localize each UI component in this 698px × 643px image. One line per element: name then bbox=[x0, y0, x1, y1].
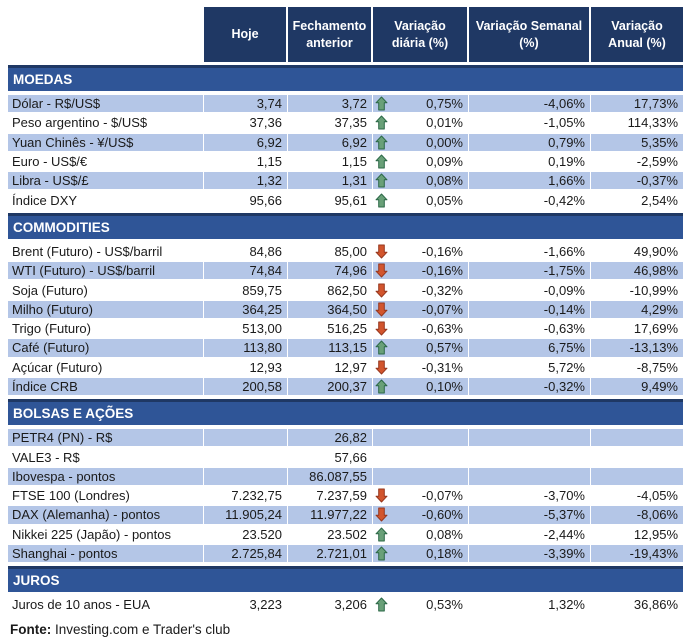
trend-up-arrow-icon bbox=[375, 596, 388, 613]
value-variacao-anual: 5,35% bbox=[591, 134, 683, 151]
value-fechamento-anterior: 113,15 bbox=[288, 339, 373, 356]
value-hoje bbox=[204, 468, 288, 485]
value-variacao-diaria-cell bbox=[373, 378, 469, 395]
row-label: WTI (Futuro) - US$/barril bbox=[8, 262, 204, 279]
value-variacao-semanal: -4,06% bbox=[469, 95, 591, 112]
column-header: Variação Anual (%) bbox=[591, 7, 683, 62]
value-variacao-diaria-cell bbox=[373, 429, 469, 446]
header-spacer bbox=[8, 7, 204, 62]
value-hoje bbox=[204, 429, 288, 446]
value-hoje: 1,32 bbox=[204, 172, 288, 189]
value-variacao-diaria: 0,75% bbox=[426, 96, 463, 112]
value-hoje: 7.232,75 bbox=[204, 487, 288, 504]
row-label: VALE3 - R$ bbox=[8, 448, 204, 465]
table-row bbox=[8, 339, 683, 358]
table-row bbox=[8, 191, 683, 210]
value-variacao-anual: 114,33% bbox=[627, 115, 678, 131]
table-row bbox=[8, 596, 683, 615]
value-hoje: 859,75 bbox=[204, 281, 288, 298]
trend-down-arrow-icon bbox=[375, 506, 388, 523]
row-label: Milho (Futuro) bbox=[8, 301, 204, 318]
value-variacao-diaria: -0,60% bbox=[421, 507, 463, 523]
value-variacao-diaria-cell bbox=[373, 596, 469, 613]
value-variacao-diaria-cell bbox=[373, 468, 469, 485]
row-label: Café (Futuro) bbox=[8, 339, 204, 356]
trend-down-arrow-icon bbox=[375, 359, 388, 376]
value-variacao-semanal: 0,79% bbox=[469, 134, 591, 151]
value-variacao-diaria: -0,07% bbox=[421, 301, 463, 317]
value-variacao-anual: -8,75% bbox=[636, 359, 678, 375]
value-fechamento-anterior: 85,00 bbox=[288, 243, 373, 260]
trend-up-arrow-icon bbox=[375, 545, 388, 562]
column-header: Variação diária (%) bbox=[373, 7, 469, 62]
value-fechamento-anterior: 37,35 bbox=[288, 114, 373, 131]
trend-down-arrow-icon bbox=[375, 301, 388, 318]
value-hoje bbox=[204, 448, 288, 465]
value-variacao-diaria: 0,01% bbox=[426, 115, 463, 131]
value-variacao-diaria-cell bbox=[373, 359, 469, 376]
value-hoje: 95,66 bbox=[204, 191, 288, 208]
table-row bbox=[8, 320, 683, 339]
table-row bbox=[8, 359, 683, 378]
value-variacao-anual: -13,13% bbox=[591, 339, 683, 356]
table-row bbox=[8, 448, 683, 467]
table-row bbox=[8, 281, 683, 300]
row-label: PETR4 (PN) - R$ bbox=[8, 429, 204, 446]
source-text: Investing.com e Trader's club bbox=[51, 621, 231, 637]
value-variacao-semanal: -0,42% bbox=[469, 191, 591, 208]
value-variacao-diaria-cell bbox=[373, 281, 469, 298]
value-fechamento-anterior: 11.977,22 bbox=[288, 506, 373, 523]
value-hoje: 3,223 bbox=[204, 596, 288, 613]
value-hoje: 113,80 bbox=[204, 339, 288, 356]
value-variacao-diaria-cell bbox=[373, 95, 469, 112]
value-fechamento-anterior: 74,96 bbox=[288, 262, 373, 279]
value-variacao-diaria-cell bbox=[373, 301, 469, 318]
row-label: Nikkei 225 (Japão) - pontos bbox=[8, 526, 204, 543]
trend-down-arrow-icon bbox=[375, 487, 388, 504]
value-variacao-anual: -2,59% bbox=[636, 154, 678, 170]
section-header: JUROS bbox=[8, 566, 683, 592]
value-hoje: 74,84 bbox=[204, 262, 288, 279]
value-fechamento-anterior: 26,82 bbox=[288, 429, 373, 446]
value-fechamento-anterior: 862,50 bbox=[288, 281, 373, 298]
value-variacao-diaria-cell bbox=[373, 526, 469, 543]
value-variacao-semanal: 0,19% bbox=[469, 153, 591, 170]
table-row bbox=[8, 172, 683, 191]
row-label: Índice CRB bbox=[8, 378, 204, 395]
value-variacao-diaria-cell bbox=[373, 172, 469, 189]
column-header: Fechamento anterior bbox=[288, 7, 373, 62]
trend-down-arrow-icon bbox=[375, 320, 388, 337]
value-variacao-diaria: 0,08% bbox=[426, 526, 463, 542]
value-fechamento-anterior: 86.087,55 bbox=[288, 468, 373, 485]
trend-up-arrow-icon bbox=[375, 95, 388, 112]
value-variacao-diaria-cell bbox=[373, 320, 469, 337]
source-label: Fonte: bbox=[10, 621, 52, 637]
column-header: Variação Semanal (%) bbox=[469, 7, 591, 62]
value-variacao-semanal: -3,39% bbox=[469, 545, 591, 562]
value-variacao-diaria: 0,18% bbox=[426, 546, 463, 562]
value-variacao-anual bbox=[591, 468, 683, 485]
row-label: Libra - US$/£ bbox=[8, 172, 204, 189]
table-row bbox=[8, 95, 683, 114]
value-hoje: 12,93 bbox=[204, 359, 288, 376]
value-variacao-diaria-cell bbox=[373, 191, 469, 208]
table-row bbox=[8, 545, 683, 564]
value-variacao-diaria-cell bbox=[373, 545, 469, 562]
value-fechamento-anterior: 1,15 bbox=[288, 153, 373, 170]
value-variacao-diaria: 0,09% bbox=[426, 154, 463, 170]
value-variacao-semanal: -2,44% bbox=[469, 526, 591, 543]
trend-up-arrow-icon bbox=[375, 114, 388, 131]
trend-up-arrow-icon bbox=[375, 378, 388, 395]
table-row bbox=[8, 153, 683, 172]
value-variacao-semanal: -1,66% bbox=[469, 243, 591, 260]
table-row bbox=[8, 262, 683, 281]
value-variacao-semanal: -5,37% bbox=[469, 506, 591, 523]
table-row bbox=[8, 301, 683, 320]
value-variacao-semanal: 5,72% bbox=[469, 359, 591, 376]
value-variacao-semanal: -0,32% bbox=[469, 378, 591, 395]
value-fechamento-anterior: 6,92 bbox=[288, 134, 373, 151]
value-variacao-diaria: -0,31% bbox=[421, 359, 463, 375]
value-variacao-anual: 4,29% bbox=[591, 301, 683, 318]
value-variacao-anual bbox=[591, 429, 683, 446]
value-fechamento-anterior: 3,206 bbox=[288, 596, 373, 613]
section-header: MOEDAS bbox=[8, 65, 683, 91]
row-label: Soja (Futuro) bbox=[8, 281, 204, 298]
value-variacao-anual bbox=[591, 448, 683, 465]
value-variacao-diaria: -0,16% bbox=[421, 263, 463, 279]
value-hoje: 513,00 bbox=[204, 320, 288, 337]
value-hoje: 37,36 bbox=[204, 114, 288, 131]
value-variacao-anual: -8,06% bbox=[591, 506, 683, 523]
value-variacao-anual: 36,86% bbox=[633, 597, 678, 613]
value-hoje: 84,86 bbox=[204, 243, 288, 260]
value-fechamento-anterior: 7.237,59 bbox=[288, 487, 373, 504]
value-variacao-diaria-cell bbox=[373, 243, 469, 260]
value-variacao-diaria: -0,63% bbox=[421, 321, 463, 337]
column-header: Hoje bbox=[204, 7, 288, 62]
value-variacao-anual: -10,99% bbox=[629, 282, 678, 298]
table-row bbox=[8, 134, 683, 153]
value-hoje: 2.725,84 bbox=[204, 545, 288, 562]
trend-down-arrow-icon bbox=[375, 281, 388, 298]
trend-up-arrow-icon bbox=[375, 339, 388, 356]
value-variacao-diaria-cell bbox=[373, 153, 469, 170]
row-label: Trigo (Futuro) bbox=[8, 320, 204, 337]
table-row bbox=[8, 487, 683, 506]
value-fechamento-anterior: 516,25 bbox=[288, 320, 373, 337]
value-variacao-anual: 9,49% bbox=[591, 378, 683, 395]
trend-down-arrow-icon bbox=[375, 243, 388, 260]
value-variacao-anual: 12,95% bbox=[633, 526, 678, 542]
value-variacao-semanal: 6,75% bbox=[469, 339, 591, 356]
value-fechamento-anterior: 1,31 bbox=[288, 172, 373, 189]
value-variacao-diaria: 0,05% bbox=[426, 192, 463, 208]
value-variacao-semanal: -0,09% bbox=[469, 281, 591, 298]
trend-down-arrow-icon bbox=[375, 262, 388, 279]
value-variacao-semanal: -0,14% bbox=[469, 301, 591, 318]
value-variacao-diaria: -0,16% bbox=[421, 243, 463, 259]
table-row bbox=[8, 506, 683, 525]
value-hoje: 1,15 bbox=[204, 153, 288, 170]
value-variacao-diaria: -0,07% bbox=[421, 488, 463, 504]
section-header: BOLSAS E AÇÕES bbox=[8, 399, 683, 425]
value-variacao-diaria: 0,53% bbox=[426, 597, 463, 613]
value-variacao-diaria-cell bbox=[373, 506, 469, 523]
value-fechamento-anterior: 364,50 bbox=[288, 301, 373, 318]
row-label: Ibovespa - pontos bbox=[8, 468, 204, 485]
table-row bbox=[8, 243, 683, 262]
value-variacao-diaria-cell bbox=[373, 114, 469, 131]
trend-up-arrow-icon bbox=[375, 526, 388, 543]
value-fechamento-anterior: 12,97 bbox=[288, 359, 373, 376]
value-fechamento-anterior: 23.502 bbox=[288, 526, 373, 543]
row-label: DAX (Alemanha) - pontos bbox=[8, 506, 204, 523]
section-header: COMMODITIES bbox=[8, 213, 683, 239]
row-label: Yuan Chinês - ¥/US$ bbox=[8, 134, 204, 151]
value-variacao-anual: -0,37% bbox=[591, 172, 683, 189]
value-hoje: 3,74 bbox=[204, 95, 288, 112]
value-variacao-semanal bbox=[469, 429, 591, 446]
table-header-row bbox=[8, 7, 683, 62]
trend-up-arrow-icon bbox=[375, 134, 388, 151]
value-variacao-anual: -19,43% bbox=[591, 545, 683, 562]
value-hoje: 364,25 bbox=[204, 301, 288, 318]
value-variacao-diaria-cell bbox=[373, 487, 469, 504]
value-variacao-anual: 46,98% bbox=[591, 262, 683, 279]
value-variacao-anual: 17,69% bbox=[633, 321, 678, 337]
value-fechamento-anterior: 57,66 bbox=[288, 448, 373, 465]
value-variacao-anual: 2,54% bbox=[641, 192, 678, 208]
value-fechamento-anterior: 3,72 bbox=[288, 95, 373, 112]
value-variacao-semanal: 1,32% bbox=[469, 596, 591, 613]
value-hoje: 6,92 bbox=[204, 134, 288, 151]
value-variacao-anual: 17,73% bbox=[591, 95, 683, 112]
row-label: Índice DXY bbox=[8, 191, 204, 208]
row-label: Brent (Futuro) - US$/barril bbox=[8, 243, 204, 260]
row-label: Shanghai - pontos bbox=[8, 545, 204, 562]
table-row bbox=[8, 429, 683, 448]
value-variacao-diaria-cell bbox=[373, 448, 469, 465]
row-label: Euro - US$/€ bbox=[8, 153, 204, 170]
table-row bbox=[8, 526, 683, 545]
trend-up-arrow-icon bbox=[375, 191, 388, 208]
row-label: Peso argentino - $/US$ bbox=[8, 114, 204, 131]
value-variacao-diaria: 0,57% bbox=[426, 340, 463, 356]
value-variacao-semanal bbox=[469, 468, 591, 485]
value-hoje: 200,58 bbox=[204, 378, 288, 395]
value-variacao-diaria-cell bbox=[373, 134, 469, 151]
value-variacao-diaria: -0,32% bbox=[421, 282, 463, 298]
row-label: Juros de 10 anos - EUA bbox=[8, 596, 204, 613]
table-row bbox=[8, 114, 683, 133]
value-variacao-diaria-cell bbox=[373, 339, 469, 356]
trend-up-arrow-icon bbox=[375, 172, 388, 189]
value-variacao-semanal: 1,66% bbox=[469, 172, 591, 189]
row-label: Açúcar (Futuro) bbox=[8, 359, 204, 376]
value-variacao-diaria: 0,00% bbox=[426, 134, 463, 150]
value-variacao-semanal: -0,63% bbox=[469, 320, 591, 337]
value-fechamento-anterior: 200,37 bbox=[288, 378, 373, 395]
value-hoje: 23.520 bbox=[204, 526, 288, 543]
value-hoje: 11.905,24 bbox=[204, 506, 288, 523]
market-table bbox=[8, 7, 683, 637]
table-body bbox=[8, 65, 683, 616]
row-label: Dólar - R$/US$ bbox=[8, 95, 204, 112]
table-row bbox=[8, 468, 683, 487]
value-fechamento-anterior: 95,61 bbox=[288, 191, 373, 208]
value-variacao-diaria-cell bbox=[373, 262, 469, 279]
row-label: FTSE 100 (Londres) bbox=[8, 487, 204, 504]
value-variacao-diaria: 0,08% bbox=[426, 173, 463, 189]
trend-up-arrow-icon bbox=[375, 153, 388, 170]
value-variacao-semanal: -3,70% bbox=[469, 487, 591, 504]
value-variacao-semanal: -1,05% bbox=[469, 114, 591, 131]
value-variacao-anual: -4,05% bbox=[636, 488, 678, 504]
value-variacao-diaria: 0,10% bbox=[426, 379, 463, 394]
value-variacao-anual: 49,90% bbox=[633, 243, 678, 259]
value-fechamento-anterior: 2.721,01 bbox=[288, 545, 373, 562]
value-variacao-semanal bbox=[469, 448, 591, 465]
value-variacao-semanal: -1,75% bbox=[469, 262, 591, 279]
table-row bbox=[8, 378, 683, 397]
source-note bbox=[8, 622, 683, 637]
